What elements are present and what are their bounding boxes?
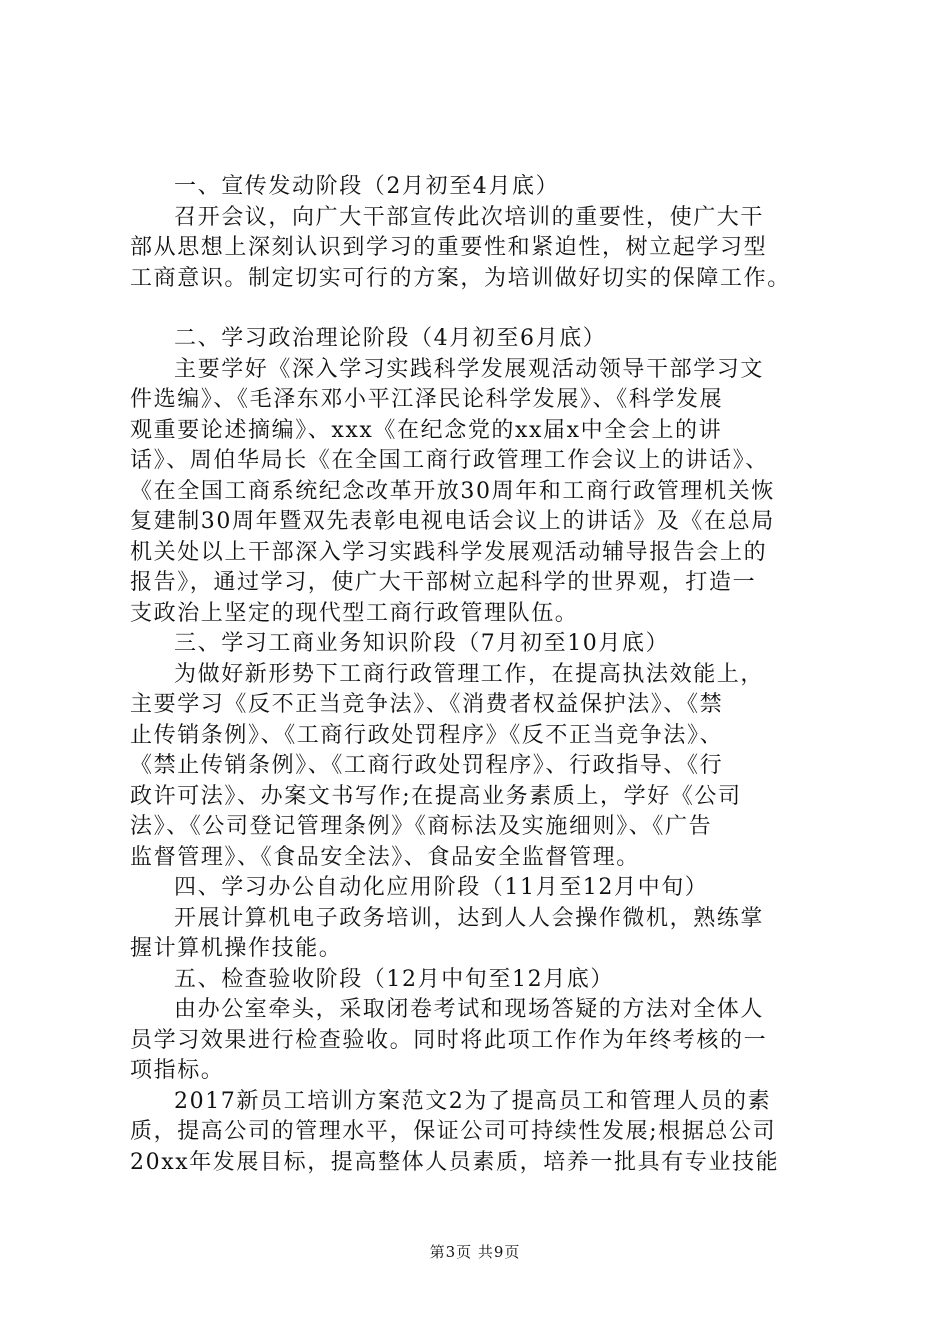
text-line: 报告》，通过学习，使广大干部树立起科学的世界观，打造一 — [130, 570, 757, 595]
text-line: 部从思想上深刻认识到学习的重要性和紧迫性，树立起学习型 — [130, 235, 768, 260]
text-line: 话》、周伯华局长《在全国工商行政管理工作会议上的讲话》、 — [130, 448, 769, 473]
text-line: 二、学习政治理论阶段（4月初至6月底） — [174, 326, 607, 351]
text-line: 四、学习办公自动化应用阶段（11月至12月中旬） — [174, 875, 709, 900]
text-line: 监督管理》、《食品安全法》、食品安全监督管理。 — [130, 844, 640, 870]
text-line: 法》、《公司登记管理条例》《商标法及实施细则》、《广告 — [130, 814, 713, 839]
text-line: 20xx年发展目标，提高整体人员素质，培养一批具有专业技能 — [130, 1149, 780, 1175]
text-line: 召开会议，向广大干部宣传此次培训的重要性，使广大干 — [174, 204, 765, 230]
paragraph-gap — [130, 294, 835, 324]
text-line: 三、学习工商业务知识阶段（7月初至10月底） — [174, 631, 670, 656]
text-line: 开展计算机电子政务培训，达到人人会操作微机，熟练掌 — [174, 905, 765, 931]
text-line: 主要学习《反不正当竞争法》、《消费者权益保护法》、《禁 — [130, 692, 724, 717]
text-line: 机关处以上干部深入学习实践科学发展观活动辅导报告会上的 — [130, 539, 768, 565]
text-line: 员学习效果进行检查验收。同时将此项工作作为年终考核的一 — [130, 1027, 768, 1053]
text-line: 由办公室牵头，采取闭卷考试和现场答疑的方法对全体人 — [174, 997, 765, 1022]
text-line: 政许可法》、办案文书写作;在提高业务素质上，学好《公司 — [130, 783, 742, 809]
text-line: 为做好新形势下工商行政管理工作，在提高执法效能上， — [174, 661, 765, 687]
text-line: 质，提高公司的管理水平，保证公司可持续性发展;根据总公司 — [130, 1119, 777, 1144]
text-line: 《禁止传销条例》、《工商行政处罚程序》、行政指导、《行 — [130, 753, 724, 778]
text-line: 观重要论述摘编》、xxx《在纪念党的xx届x中全会上的讲 — [130, 417, 723, 443]
text-line: 握计算机操作技能。 — [130, 936, 343, 961]
text-line: 《在全国工商系统纪念改革开放30周年和工商行政管理机关恢 — [130, 478, 775, 504]
text-line: 支政治上坚定的现代型工商行政管理队伍。 — [130, 600, 579, 626]
text-line: 一、宣传发动阶段（2月初至4月底） — [174, 174, 560, 199]
text-line: 工商意识。制定切实可行的方案，为培训做好切实的保障工作。 — [130, 265, 791, 291]
text-line: 2017新员工培训方案范文2为了提高员工和管理人员的素 — [174, 1088, 772, 1114]
text-line: 件选编》、《毛泽东邓小平江泽民论科学发展》、《科学发展 — [130, 387, 724, 412]
page-footer: 第3页 共9页 — [429, 1243, 521, 1261]
document-body — [130, 172, 835, 1178]
text-line: 复建制30周年暨双先表彰电视电话会议上的讲话》及《在总局 — [130, 509, 775, 534]
text-line: 项指标。 — [130, 1058, 225, 1083]
text-line: 止传销条例》、《工商行政处罚程序》《反不正当竞争法》、 — [130, 722, 724, 748]
text-line: 五、检查验收阶段（12月中旬至12月底） — [174, 966, 614, 992]
text-line: 主要学好《深入学习实践科学发展观活动领导干部学习文 — [174, 356, 765, 382]
